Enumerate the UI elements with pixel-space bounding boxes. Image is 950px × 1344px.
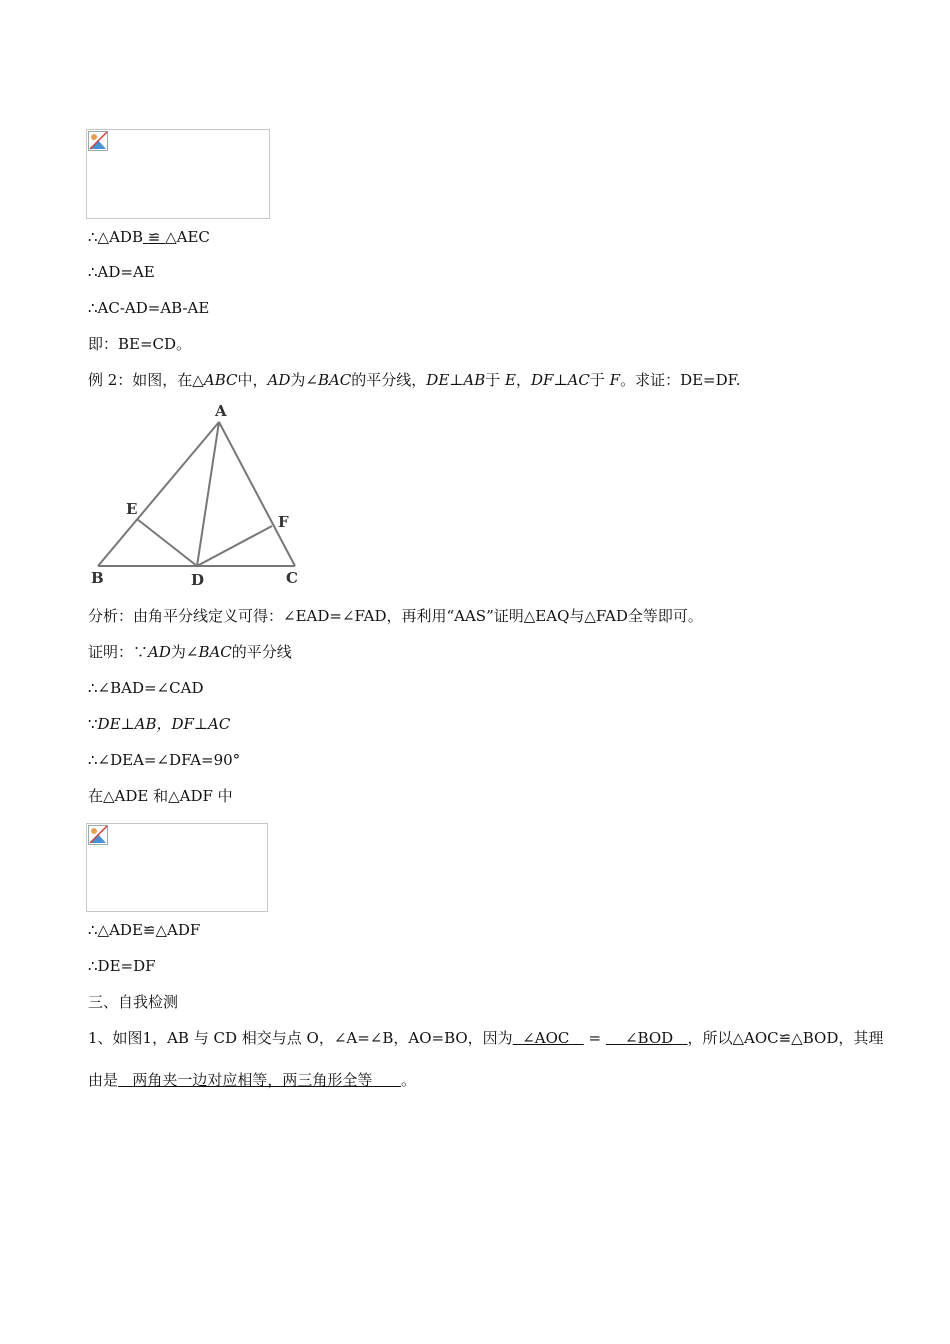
figure-lines: [98, 422, 295, 566]
proof-in-triangles: 在△ADE 和△ADF 中: [88, 787, 233, 805]
example-2-statement: 例 2：如图，在△ABC中，AD为∠BAC的平分线，DE⊥AB于 E，DF⊥AC于 F。求证：DE=DF.: [88, 371, 741, 389]
label-b: B: [91, 569, 104, 587]
question-1-reason: 由是 两角夹一边对应相等，两三角形全等 。: [88, 1071, 416, 1089]
analysis-text: 分析：由角平分线定义可得：∠EAD=∠FAD，再利用“AAS”证明△EAQ与△FAD全等即可。: [88, 607, 703, 625]
proof-line-subtract: ∴AC-AD=AB-AE: [88, 299, 210, 317]
segment-df: [197, 526, 272, 566]
proof-angle-equal: ∴∠BAD=∠CAD: [88, 679, 204, 697]
proof-line-congruent: ∴△ADB ≌ △AEC: [88, 228, 210, 246]
label-f: F: [278, 513, 289, 531]
proof-final: ∴DE=DF: [88, 957, 156, 975]
label-e: E: [126, 500, 138, 518]
triangle-figure: [86, 400, 306, 592]
label-d: D: [191, 571, 205, 589]
proof-conclusion: 即：BE=CD。: [88, 335, 192, 353]
question-1: 1、如图1，AB 与 CD 相交与点 O，∠A=∠B，AO=BO，因为 ∠AOC = ∠BOD ，所以△AOC≌△BOD，其理: [88, 1029, 884, 1047]
proof-perpendicular: ∵DE⊥AB，DF⊥AC: [88, 715, 231, 733]
segment-ac: [219, 422, 295, 566]
section-self-test: 三、自我检测: [88, 993, 179, 1011]
broken-image-icon: [88, 825, 108, 845]
label-a: A: [215, 402, 227, 420]
image-placeholder: [86, 823, 268, 912]
proof-line-ad-ae: ∴AD=AE: [88, 263, 155, 281]
proof-start: 证明：∵AD为∠BAC的平分线: [88, 643, 292, 661]
broken-image-icon: [88, 131, 108, 151]
proof-congruent-result: ∴△ADE≌△ADF: [88, 921, 201, 939]
image-placeholder: [86, 129, 270, 219]
label-c: C: [286, 569, 298, 587]
segment-de: [137, 519, 197, 566]
proof-right-angles: ∴∠DEA=∠DFA=90°: [88, 751, 241, 769]
